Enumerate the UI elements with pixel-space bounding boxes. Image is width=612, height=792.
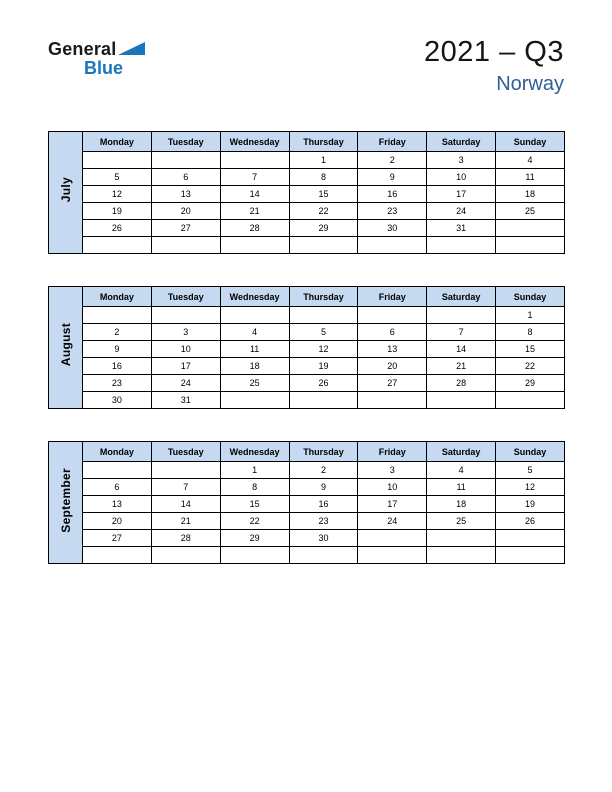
day-header-thursday: Thursday bbox=[289, 287, 358, 307]
date-cell: 20 bbox=[83, 513, 152, 530]
date-cell: 25 bbox=[496, 203, 565, 220]
empty-cell bbox=[220, 307, 289, 324]
week-row bbox=[49, 324, 565, 341]
empty-cell bbox=[427, 547, 496, 564]
empty-cell bbox=[496, 547, 565, 564]
month-table-august bbox=[48, 286, 565, 409]
date-cell: 12 bbox=[289, 341, 358, 358]
date-cell: 8 bbox=[496, 324, 565, 341]
week-row bbox=[49, 203, 565, 220]
date-cell: 24 bbox=[427, 203, 496, 220]
empty-cell bbox=[496, 220, 565, 237]
date-cell: 12 bbox=[496, 479, 565, 496]
date-cell: 17 bbox=[427, 186, 496, 203]
empty-cell bbox=[358, 530, 427, 547]
month-table-september bbox=[48, 441, 565, 564]
day-header-wednesday: Wednesday bbox=[220, 287, 289, 307]
week-row bbox=[49, 530, 565, 547]
empty-cell bbox=[83, 307, 152, 324]
week-row bbox=[49, 186, 565, 203]
empty-cell bbox=[496, 530, 565, 547]
empty-cell bbox=[151, 462, 220, 479]
date-cell: 14 bbox=[220, 186, 289, 203]
day-header-sunday: Sunday bbox=[496, 132, 565, 152]
date-cell: 3 bbox=[151, 324, 220, 341]
logo-text-blue: Blue bbox=[84, 57, 124, 78]
date-cell: 13 bbox=[358, 341, 427, 358]
empty-cell bbox=[289, 307, 358, 324]
date-cell: 3 bbox=[427, 152, 496, 169]
date-cell: 21 bbox=[220, 203, 289, 220]
date-cell: 22 bbox=[496, 358, 565, 375]
date-cell: 1 bbox=[289, 152, 358, 169]
date-cell: 4 bbox=[427, 462, 496, 479]
empty-cell bbox=[358, 307, 427, 324]
date-cell: 14 bbox=[427, 341, 496, 358]
empty-cell bbox=[358, 237, 427, 254]
month-label-august: August bbox=[49, 287, 83, 409]
date-cell: 24 bbox=[151, 375, 220, 392]
empty-cell bbox=[151, 547, 220, 564]
date-cell: 11 bbox=[496, 169, 565, 186]
logo-text-general: General bbox=[48, 39, 117, 59]
date-cell: 25 bbox=[220, 375, 289, 392]
date-cell: 25 bbox=[427, 513, 496, 530]
date-cell: 17 bbox=[151, 358, 220, 375]
week-row bbox=[49, 375, 565, 392]
day-header-friday: Friday bbox=[358, 442, 427, 462]
date-cell: 17 bbox=[358, 496, 427, 513]
date-cell: 18 bbox=[427, 496, 496, 513]
date-cell: 16 bbox=[358, 186, 427, 203]
empty-cell bbox=[220, 237, 289, 254]
date-cell: 16 bbox=[289, 496, 358, 513]
date-cell: 23 bbox=[289, 513, 358, 530]
day-header-friday: Friday bbox=[358, 132, 427, 152]
page-header bbox=[0, 0, 612, 131]
date-cell: 24 bbox=[358, 513, 427, 530]
country-subtitle: Norway bbox=[496, 73, 564, 95]
date-cell: 8 bbox=[289, 169, 358, 186]
week-row bbox=[49, 513, 565, 530]
date-cell: 29 bbox=[289, 220, 358, 237]
day-header-sunday: Sunday bbox=[496, 287, 565, 307]
date-cell: 16 bbox=[83, 358, 152, 375]
date-cell: 13 bbox=[83, 496, 152, 513]
date-cell: 10 bbox=[358, 479, 427, 496]
day-header-monday: Monday bbox=[83, 442, 152, 462]
calendars bbox=[0, 131, 612, 564]
day-header-thursday: Thursday bbox=[289, 442, 358, 462]
date-cell: 2 bbox=[358, 152, 427, 169]
date-cell: 11 bbox=[220, 341, 289, 358]
date-cell: 14 bbox=[151, 496, 220, 513]
date-cell: 9 bbox=[358, 169, 427, 186]
date-cell: 13 bbox=[151, 186, 220, 203]
date-cell: 4 bbox=[496, 152, 565, 169]
date-cell: 15 bbox=[289, 186, 358, 203]
week-row bbox=[49, 307, 565, 324]
date-cell: 19 bbox=[289, 358, 358, 375]
date-cell: 22 bbox=[289, 203, 358, 220]
day-header-friday: Friday bbox=[358, 287, 427, 307]
date-cell: 15 bbox=[496, 341, 565, 358]
empty-cell bbox=[151, 237, 220, 254]
empty-cell bbox=[83, 547, 152, 564]
date-cell: 27 bbox=[358, 375, 427, 392]
empty-cell bbox=[427, 530, 496, 547]
day-header-tuesday: Tuesday bbox=[151, 287, 220, 307]
empty-cell bbox=[427, 392, 496, 409]
week-row bbox=[49, 496, 565, 513]
week-row bbox=[49, 152, 565, 169]
day-header-tuesday: Tuesday bbox=[151, 132, 220, 152]
day-header-tuesday: Tuesday bbox=[151, 442, 220, 462]
date-cell: 27 bbox=[151, 220, 220, 237]
date-cell: 12 bbox=[83, 186, 152, 203]
date-cell: 29 bbox=[220, 530, 289, 547]
page-title: 2021 – Q3 bbox=[424, 36, 564, 68]
empty-cell bbox=[220, 547, 289, 564]
week-row bbox=[49, 392, 565, 409]
month-table-july bbox=[48, 131, 565, 254]
week-row bbox=[49, 341, 565, 358]
empty-cell bbox=[83, 237, 152, 254]
date-cell: 18 bbox=[496, 186, 565, 203]
empty-cell bbox=[220, 392, 289, 409]
date-cell: 10 bbox=[427, 169, 496, 186]
date-cell: 10 bbox=[151, 341, 220, 358]
day-header-row bbox=[49, 132, 565, 152]
day-header-saturday: Saturday bbox=[427, 442, 496, 462]
empty-cell bbox=[289, 237, 358, 254]
date-cell: 4 bbox=[220, 324, 289, 341]
date-cell: 3 bbox=[358, 462, 427, 479]
day-header-wednesday: Wednesday bbox=[220, 132, 289, 152]
empty-cell bbox=[151, 152, 220, 169]
day-header-saturday: Saturday bbox=[427, 287, 496, 307]
date-cell: 6 bbox=[151, 169, 220, 186]
day-header-monday: Monday bbox=[83, 287, 152, 307]
date-cell: 11 bbox=[427, 479, 496, 496]
empty-cell bbox=[358, 392, 427, 409]
empty-cell bbox=[83, 462, 152, 479]
date-cell: 27 bbox=[83, 530, 152, 547]
day-header-row bbox=[49, 442, 565, 462]
date-cell: 28 bbox=[151, 530, 220, 547]
month-label-july: July bbox=[49, 132, 83, 254]
date-cell: 26 bbox=[496, 513, 565, 530]
date-cell: 20 bbox=[151, 203, 220, 220]
empty-cell bbox=[289, 392, 358, 409]
date-cell: 30 bbox=[83, 392, 152, 409]
date-cell: 6 bbox=[83, 479, 152, 496]
day-header-row bbox=[49, 287, 565, 307]
week-row bbox=[49, 237, 565, 254]
date-cell: 22 bbox=[220, 513, 289, 530]
day-header-monday: Monday bbox=[83, 132, 152, 152]
week-row bbox=[49, 169, 565, 186]
date-cell: 23 bbox=[358, 203, 427, 220]
date-cell: 1 bbox=[220, 462, 289, 479]
date-cell: 28 bbox=[220, 220, 289, 237]
date-cell: 20 bbox=[358, 358, 427, 375]
title-block bbox=[424, 36, 564, 96]
empty-cell bbox=[83, 152, 152, 169]
date-cell: 1 bbox=[496, 307, 565, 324]
week-row bbox=[49, 462, 565, 479]
week-row bbox=[49, 220, 565, 237]
empty-cell bbox=[151, 307, 220, 324]
date-cell: 6 bbox=[358, 324, 427, 341]
date-cell: 21 bbox=[427, 358, 496, 375]
date-cell: 31 bbox=[427, 220, 496, 237]
date-cell: 5 bbox=[289, 324, 358, 341]
date-cell: 28 bbox=[427, 375, 496, 392]
date-cell: 8 bbox=[220, 479, 289, 496]
date-cell: 15 bbox=[220, 496, 289, 513]
date-cell: 21 bbox=[151, 513, 220, 530]
empty-cell bbox=[427, 237, 496, 254]
date-cell: 19 bbox=[496, 496, 565, 513]
empty-cell bbox=[289, 547, 358, 564]
date-cell: 23 bbox=[83, 375, 152, 392]
empty-cell bbox=[358, 547, 427, 564]
week-row bbox=[49, 358, 565, 375]
date-cell: 7 bbox=[427, 324, 496, 341]
empty-cell bbox=[220, 152, 289, 169]
date-cell: 7 bbox=[151, 479, 220, 496]
date-cell: 30 bbox=[358, 220, 427, 237]
date-cell: 9 bbox=[83, 341, 152, 358]
date-cell: 5 bbox=[83, 169, 152, 186]
date-cell: 19 bbox=[83, 203, 152, 220]
empty-cell bbox=[496, 237, 565, 254]
week-row bbox=[49, 479, 565, 496]
date-cell: 31 bbox=[151, 392, 220, 409]
date-cell: 2 bbox=[83, 324, 152, 341]
date-cell: 30 bbox=[289, 530, 358, 547]
day-header-wednesday: Wednesday bbox=[220, 442, 289, 462]
general-blue-logo bbox=[48, 40, 146, 78]
empty-cell bbox=[427, 307, 496, 324]
date-cell: 26 bbox=[289, 375, 358, 392]
date-cell: 9 bbox=[289, 479, 358, 496]
date-cell: 26 bbox=[83, 220, 152, 237]
date-cell: 7 bbox=[220, 169, 289, 186]
month-label-september: September bbox=[49, 442, 83, 564]
date-cell: 2 bbox=[289, 462, 358, 479]
date-cell: 29 bbox=[496, 375, 565, 392]
week-row bbox=[49, 547, 565, 564]
date-cell: 5 bbox=[496, 462, 565, 479]
day-header-thursday: Thursday bbox=[289, 132, 358, 152]
date-cell: 18 bbox=[220, 358, 289, 375]
day-header-sunday: Sunday bbox=[496, 442, 565, 462]
empty-cell bbox=[496, 392, 565, 409]
day-header-saturday: Saturday bbox=[427, 132, 496, 152]
